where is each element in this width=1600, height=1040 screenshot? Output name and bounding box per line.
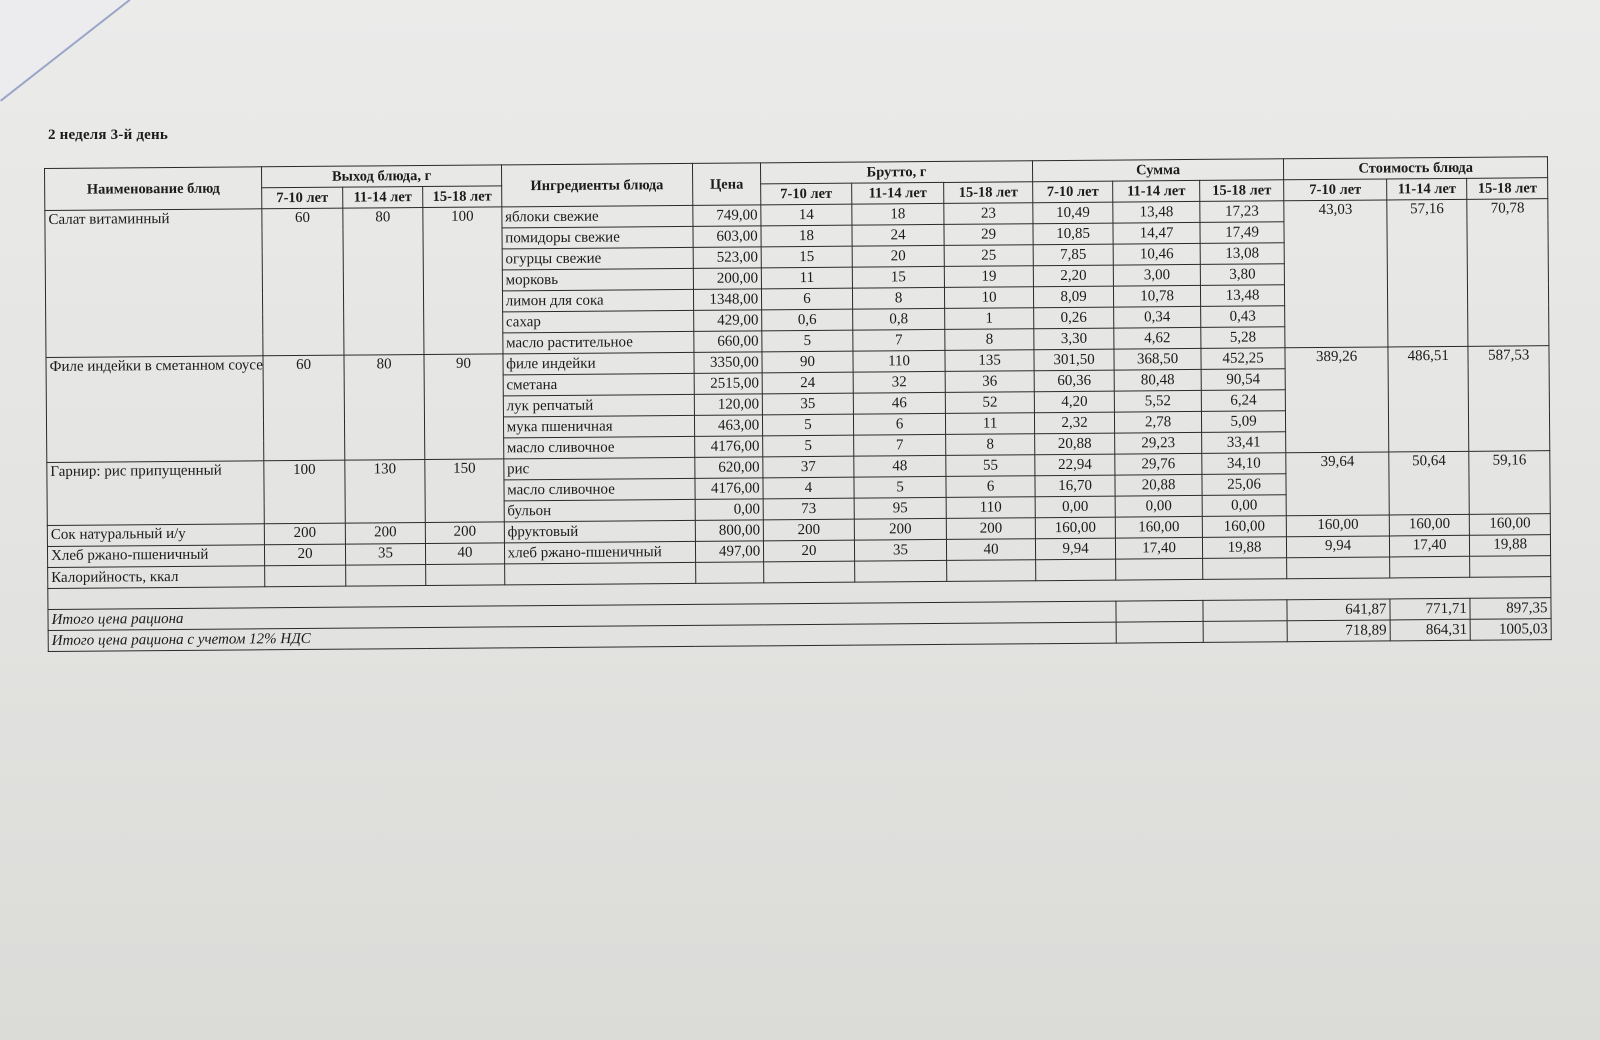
totals-value: 897,35 [1470,598,1551,620]
header-sum-age-3: 15-18 лет [1199,180,1284,202]
ingredient-sum: 10,46 [1113,243,1200,265]
ingredient-name: огурцы свежие [502,247,693,270]
empty-cell [1390,556,1471,578]
empty-cell [1035,559,1116,581]
ingredient-sum: 17,49 [1200,222,1285,244]
ingredient-sum: 19,88 [1202,537,1287,559]
totals-value: 864,31 [1390,619,1471,641]
ingredient-sum: 160,00 [1202,516,1287,538]
dish-output: 90 [424,354,503,460]
ingredient-sum: 10,49 [1033,202,1114,224]
calories-label: Калорийность, ккал [48,566,265,589]
ingredient-sum: 2,78 [1115,411,1202,433]
dish-output: 20 [265,544,346,566]
ingredient-sum: 160,00 [1035,517,1116,539]
ingredient-sum: 9,94 [1035,538,1116,560]
ingredient-brutto: 1 [945,308,1034,330]
ingredient-brutto: 5 [763,435,854,457]
dish-name: Филе индейки в сметанном соусе [46,356,264,463]
ingredient-sum: 3,00 [1114,264,1201,286]
empty-cell [265,565,346,587]
ingredient-sum: 0,00 [1035,496,1116,518]
ingredient-brutto: 20 [764,540,855,562]
header-brutto-age-2: 11-14 лет [851,182,944,204]
dish-output: 80 [343,208,425,356]
dish-output: 130 [345,460,426,524]
dish-cost: 57,16 [1387,199,1469,347]
header-brutto-age-1: 7-10 лет [761,183,852,205]
header-brutto: Брутто, г [761,161,1033,184]
ingredient-brutto: 5 [763,414,854,436]
ingredient-brutto: 8 [945,329,1034,351]
empty-cell [504,562,695,585]
ingredient-brutto: 24 [762,372,853,394]
ingredient-sum: 0,43 [1200,306,1285,328]
ingredient-brutto: 5 [762,330,853,352]
header-cost-age-3: 15-18 лет [1467,178,1548,200]
dish-cost: 19,88 [1470,535,1551,557]
dish-name: Салат витаминный [45,209,263,358]
ingredient-price: 0,00 [695,499,764,521]
header-sum-age-1: 7-10 лет [1032,181,1113,203]
header-sum: Сумма [1032,159,1284,182]
totals-label: Итого цена рациона [48,601,1116,630]
dish-cost: 160,00 [1389,514,1470,536]
ingredient-brutto: 95 [854,497,947,519]
dish-output: 40 [426,543,505,565]
ingredient-brutto: 14 [761,204,852,226]
ingredient-sum: 13,48 [1200,285,1285,307]
totals-value: 718,89 [1287,620,1390,642]
ingredient-brutto: 36 [945,371,1034,393]
dish-cost: 59,16 [1469,451,1550,515]
ingredient-price: 523,00 [693,247,762,269]
ingredient-brutto: 4 [763,477,854,499]
ingredient-sum: 5,52 [1115,390,1202,412]
ingredient-price: 463,00 [694,415,763,437]
dish-output: 200 [345,523,426,545]
ingredient-price: 800,00 [695,520,764,542]
ingredient-brutto: 15 [761,246,852,268]
ingredient-name: яблоки свежие [502,205,693,228]
ingredient-sum: 80,48 [1114,369,1201,391]
ingredient-sum: 29,76 [1115,453,1202,475]
ingredient-sum: 29,23 [1115,432,1202,454]
menu-table [44,156,1552,652]
ingredient-sum: 13,08 [1200,243,1285,265]
ingredient-sum: 0,00 [1202,495,1287,517]
empty-cell [345,565,426,587]
ingredient-sum: 0,34 [1114,306,1201,328]
ingredient-brutto: 6 [946,476,1035,498]
header-cost-age-1: 7-10 лет [1284,179,1387,201]
ingredient-brutto: 52 [946,392,1035,414]
header-cost: Стоимость блюда [1284,157,1548,180]
dish-output: 100 [264,460,345,524]
ingredient-sum: 0,00 [1115,495,1202,517]
dish-cost: 160,00 [1287,515,1390,537]
dish-cost: 39,64 [1286,452,1389,516]
ingredient-brutto: 7 [853,329,946,351]
totals-value: 771,71 [1390,598,1471,620]
header-ingredients: Ингредиенты блюда [501,163,692,206]
ingredient-brutto: 6 [853,413,946,435]
ingredient-brutto: 0,6 [762,309,853,331]
ingredient-brutto: 11 [946,413,1035,435]
ingredient-sum: 25,06 [1202,474,1287,496]
ingredient-name: мука пшеничная [503,415,694,438]
ingredient-brutto: 37 [763,456,854,478]
empty-cell [1470,556,1551,578]
dish-output: 200 [426,522,505,544]
ingredient-sum: 17,23 [1200,201,1285,223]
ingredient-name: сахар [502,310,693,333]
dish-cost: 50,64 [1389,451,1470,515]
ingredient-brutto: 110 [853,350,946,372]
dish-name: Хлеб ржано-пшеничный [47,545,264,568]
ingredient-sum: 13,48 [1113,201,1200,223]
dish-name: Гарнир: рис припущенный [47,461,265,526]
header-brutto-age-3: 15-18 лет [944,182,1033,204]
empty-cell [1203,621,1288,643]
ingredient-price: 4176,00 [694,436,763,458]
ingredient-brutto: 40 [947,539,1036,561]
ingredient-brutto: 23 [944,203,1033,225]
dish-cost: 160,00 [1470,514,1551,536]
dish-cost: 486,51 [1388,346,1469,452]
ingredient-price: 660,00 [694,331,763,353]
ingredient-sum: 301,50 [1034,349,1115,371]
ingredient-sum: 14,47 [1113,222,1200,244]
ingredient-brutto: 29 [944,224,1033,246]
ingredient-brutto: 6 [762,288,853,310]
header-dish-name: Наименование блюд [45,167,263,211]
ingredient-brutto: 200 [763,519,854,541]
header-cost-age-2: 11-14 лет [1387,178,1468,200]
empty-cell [1116,621,1203,643]
ingredient-name: рис [503,457,694,480]
ingredient-sum: 8,09 [1033,286,1114,308]
ingredient-brutto: 32 [853,371,946,393]
ingredient-price: 603,00 [693,226,762,248]
dish-output: 35 [345,544,426,566]
empty-cell [426,564,505,586]
ingredient-sum: 5,09 [1201,411,1286,433]
ingredient-name: помидоры свежие [502,226,693,249]
ingredient-brutto: 19 [945,266,1034,288]
ingredient-sum: 3,80 [1200,264,1285,286]
ingredient-sum: 6,24 [1201,390,1286,412]
ingredient-brutto: 15 [852,266,945,288]
ingredient-name: масло сливочное [503,436,694,459]
ingredient-sum: 160,00 [1116,516,1203,538]
ingredient-sum: 2,32 [1034,412,1115,434]
ingredient-sum: 60,36 [1034,370,1115,392]
menu-sheet [44,156,1552,652]
ingredient-price: 120,00 [694,394,763,416]
dish-name: Сок натуральный и/у [47,524,264,547]
ingredient-price: 4176,00 [695,478,764,500]
ingredient-brutto: 11 [762,267,853,289]
totals-label: Итого цена рациона с учетом 12% НДС [48,622,1116,651]
ingredient-brutto: 20 [852,245,945,267]
totals-value: 641,87 [1287,599,1390,621]
ingredient-brutto: 18 [761,225,852,247]
dish-output: 80 [344,355,425,461]
ingredient-sum: 7,85 [1033,244,1114,266]
totals-value: 1005,03 [1470,619,1551,641]
ingredient-brutto: 25 [944,245,1033,267]
ingredient-price: 1348,00 [693,289,762,311]
ingredient-brutto: 73 [763,498,854,520]
ingredient-brutto: 0,8 [852,308,945,330]
ingredient-brutto: 35 [762,393,853,415]
ingredient-brutto: 55 [946,455,1035,477]
empty-cell [764,561,855,583]
empty-cell [1202,558,1287,580]
ingredient-name: филе индейки [503,352,694,375]
empty-cell [947,560,1036,582]
ingredient-brutto: 200 [947,518,1036,540]
ingredient-sum: 0,26 [1033,307,1114,329]
ingredient-sum: 20,88 [1115,474,1202,496]
header-output: Выход блюда, г [262,165,502,188]
header-sum-age-2: 11-14 лет [1113,180,1200,202]
ingredient-brutto: 90 [762,351,853,373]
ingredient-brutto: 10 [945,287,1034,309]
empty-cell [1116,558,1203,580]
dish-output: 100 [423,207,503,355]
ingredient-sum: 5,28 [1201,327,1286,349]
dish-cost: 43,03 [1284,200,1388,348]
ingredient-name: лимон для сока [502,289,693,312]
ingredient-sum: 17,40 [1116,537,1203,559]
ingredient-brutto: 8 [946,434,1035,456]
ingredient-brutto: 8 [852,287,945,309]
ingredient-brutto: 48 [854,455,947,477]
dish-output: 60 [262,208,344,356]
dish-cost: 70,78 [1467,199,1549,347]
ingredient-brutto: 7 [853,434,946,456]
header-output-age-3: 15-18 лет [423,186,502,208]
dish-output: 150 [425,459,504,523]
ingredient-sum: 4,20 [1034,391,1115,413]
header-output-age-1: 7-10 лет [262,187,343,209]
ingredient-sum: 10,78 [1114,285,1201,307]
ingredient-name: фруктовый [504,520,695,543]
ingredient-sum: 452,25 [1201,348,1286,370]
ingredient-sum: 90,54 [1201,369,1286,391]
ingredient-sum: 10,85 [1033,223,1114,245]
page-heading: 2 неделя 3-й день [48,127,168,143]
ingredient-name: бульон [504,499,695,522]
ingredient-sum: 16,70 [1035,475,1116,497]
ingredient-sum: 20,88 [1034,433,1115,455]
ingredient-brutto: 110 [946,497,1035,519]
dish-cost: 587,53 [1468,346,1549,452]
ingredient-name: лук репчатый [503,394,694,417]
ingredient-price: 3350,00 [694,352,763,374]
totals-body [48,577,1551,652]
ingredient-sum: 22,94 [1035,454,1116,476]
ingredient-sum: 368,50 [1114,348,1201,370]
dish-cost: 17,40 [1389,535,1470,557]
ingredient-brutto: 18 [852,203,945,225]
ingredient-brutto: 46 [853,392,946,414]
ingredient-brutto: 5 [854,476,947,498]
ingredient-brutto: 35 [854,539,947,561]
dish-cost: 389,26 [1285,347,1388,453]
empty-cell [1116,600,1203,622]
ingredient-sum: 3,30 [1034,328,1115,350]
ingredient-name: морковь [502,268,693,291]
ingredient-price: 2515,00 [694,373,763,395]
ingredient-name: хлеб ржано-пшеничный [504,541,695,564]
dish-cost: 9,94 [1287,536,1390,558]
empty-cell [695,562,764,584]
ingredient-price: 749,00 [693,205,762,227]
ingredient-brutto: 24 [852,224,945,246]
header-output-age-2: 11-14 лет [342,187,423,209]
dish-output: 60 [263,355,344,461]
ingredient-name: масло сливочное [504,478,695,501]
ingredient-name: сметана [503,373,694,396]
ingredient-brutto: 135 [945,350,1034,372]
menu-body [45,199,1551,589]
ingredient-price: 497,00 [695,541,764,563]
ingredient-sum: 33,41 [1201,432,1286,454]
ingredient-brutto: 200 [854,518,947,540]
dish-output: 200 [265,523,346,545]
ingredient-price: 620,00 [695,457,764,479]
empty-cell [854,560,947,582]
ingredient-name: масло растительное [502,331,693,354]
ingredient-sum: 2,20 [1033,265,1114,287]
ingredient-price: 200,00 [693,268,762,290]
empty-cell [1287,557,1390,579]
ingredient-sum: 34,10 [1202,453,1287,475]
header-price: Цена [692,163,761,206]
ingredient-sum: 4,62 [1114,327,1201,349]
ingredient-price: 429,00 [693,310,762,332]
empty-cell [1203,600,1288,622]
